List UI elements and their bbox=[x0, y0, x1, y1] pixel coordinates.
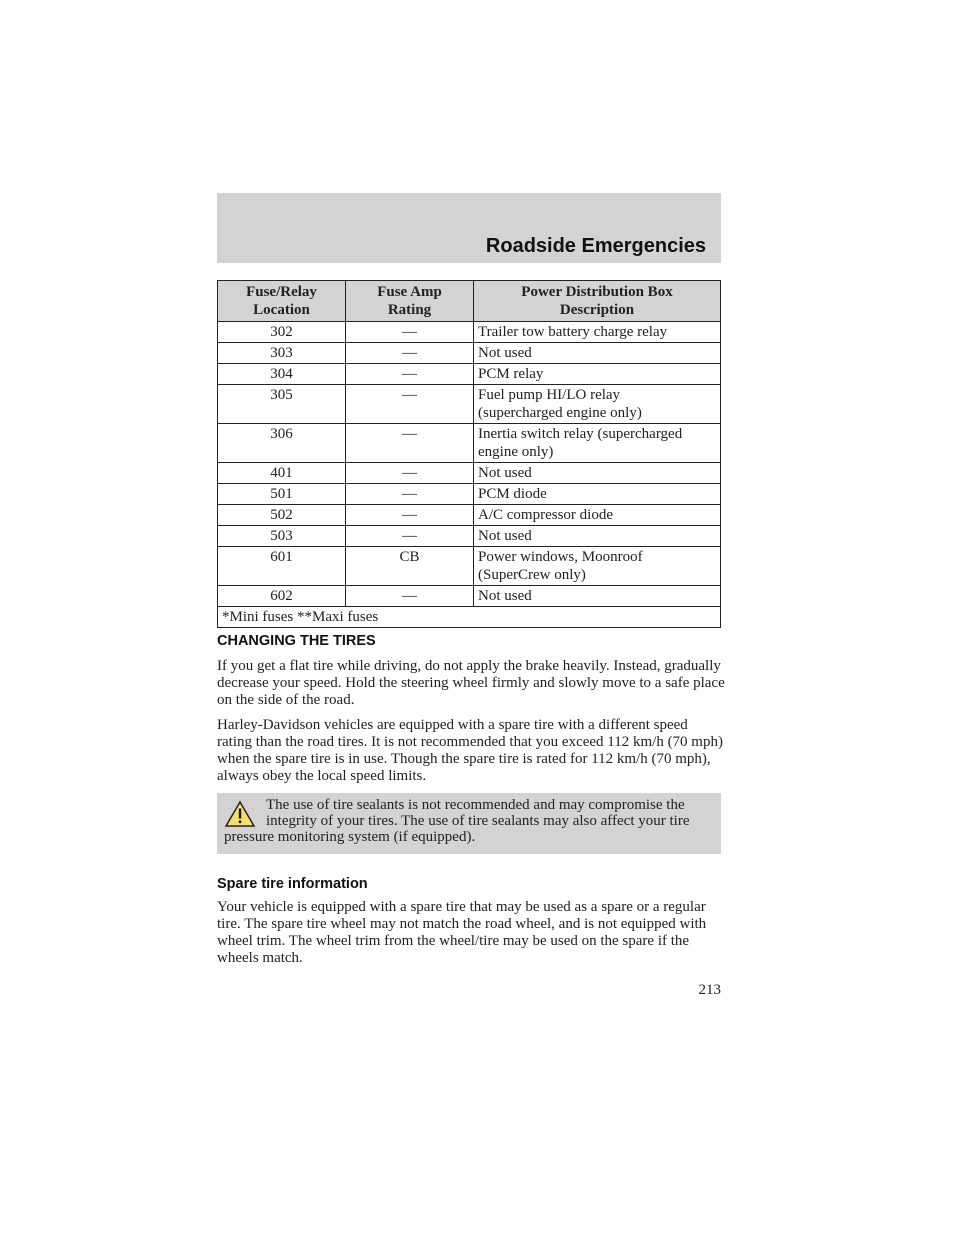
cell-rating: — bbox=[346, 526, 474, 547]
cell-location: 503 bbox=[218, 526, 346, 547]
table-row bbox=[218, 505, 721, 526]
paragraph-spare-speed: Harley-Davidson vehicles are equipped with a spare tire with a different speed rating than the road tires. It is not recommended that you exceed 112 km/h (70 mph) when the spare tire is in use. Though the spare tire is rated for 112 km/h (70 mph), always obey the local speed limits. bbox=[217, 717, 723, 784]
cell-location: 305 bbox=[218, 385, 346, 424]
description-line: (supercharged engine only) bbox=[478, 405, 642, 421]
section-header-band bbox=[217, 193, 721, 263]
cell-rating: — bbox=[346, 586, 474, 607]
description-line: Not used bbox=[478, 528, 532, 544]
cell-rating: — bbox=[346, 505, 474, 526]
description-line: PCM diode bbox=[478, 486, 547, 502]
cell-description bbox=[474, 385, 721, 424]
section-heading-spare-tire: Spare tire information bbox=[217, 876, 368, 892]
table-row bbox=[218, 424, 721, 463]
cell-description bbox=[474, 526, 721, 547]
description-line: PCM relay bbox=[478, 366, 544, 382]
cell-location: 302 bbox=[218, 322, 346, 343]
description-line: Fuel pump HI/LO relay bbox=[478, 387, 621, 403]
description-line: Trailer tow battery charge relay bbox=[478, 324, 668, 340]
description-line: Not used bbox=[478, 588, 532, 604]
description-line: A/C compressor diode bbox=[478, 507, 613, 523]
cell-rating: — bbox=[346, 343, 474, 364]
column-header-location: Fuse/Relay Location bbox=[218, 281, 346, 322]
page-title: Roadside Emergencies bbox=[485, 235, 706, 257]
column-header-description: Power Distribution Box Description bbox=[474, 281, 721, 322]
paragraph-flat-tire: If you get a flat tire while driving, do not apply the brake heavily. Instead, gradually decrease your speed. Hold the steering wheel firmly and slowly move to a safe place on the side of the road. bbox=[217, 658, 725, 708]
paragraph-spare-tire-info: Your vehicle is equipped with a spare tire that may be used as a spare or a regular tire. The spare tire wheel may not match the road wheel, and is not equipped with wheel trim. The wheel trim from the wheel/tire may be used on the spare if the wheels match. bbox=[217, 899, 707, 966]
cell-rating: CB bbox=[346, 547, 474, 586]
cell-location: 303 bbox=[218, 343, 346, 364]
table-row bbox=[218, 343, 721, 364]
cell-description bbox=[474, 343, 721, 364]
table-footnote: *Mini fuses **Maxi fuses bbox=[218, 607, 721, 628]
cell-location: 502 bbox=[218, 505, 346, 526]
cell-location: 601 bbox=[218, 547, 346, 586]
table-footnote-row bbox=[218, 607, 721, 628]
description-line: Inertia switch relay (supercharged bbox=[478, 426, 683, 442]
description-line: Not used bbox=[478, 345, 532, 361]
cell-description bbox=[474, 322, 721, 343]
cell-location: 401 bbox=[218, 463, 346, 484]
section-heading-changing-tires: CHANGING THE TIRES bbox=[217, 633, 376, 649]
table-row bbox=[218, 364, 721, 385]
warning-text: The use of tire sealants is not recommended and may compromise the integrity of your tires. The use of tire sealants may also affect your tire pressure monitoring system (if equipped). bbox=[224, 797, 690, 845]
cell-rating: — bbox=[346, 463, 474, 484]
cell-rating: — bbox=[346, 484, 474, 505]
cell-description bbox=[474, 547, 721, 586]
table-row bbox=[218, 526, 721, 547]
cell-location: 602 bbox=[218, 586, 346, 607]
table-row bbox=[218, 547, 721, 586]
column-header-rating: Fuse Amp Rating bbox=[346, 281, 474, 322]
warning-box bbox=[217, 793, 721, 854]
description-line: Power windows, Moonroof bbox=[478, 549, 643, 565]
cell-location: 501 bbox=[218, 484, 346, 505]
cell-rating: — bbox=[346, 364, 474, 385]
description-line: (SuperCrew only) bbox=[478, 567, 586, 583]
cell-description bbox=[474, 484, 721, 505]
table-header-row bbox=[218, 281, 721, 322]
page-number: 213 bbox=[698, 982, 721, 998]
table-row bbox=[218, 463, 721, 484]
cell-description bbox=[474, 505, 721, 526]
description-line: engine only) bbox=[478, 444, 554, 460]
table-row bbox=[218, 322, 721, 343]
fuse-table bbox=[217, 280, 721, 628]
table-row bbox=[218, 484, 721, 505]
cell-description bbox=[474, 586, 721, 607]
cell-location: 306 bbox=[218, 424, 346, 463]
cell-rating: — bbox=[346, 424, 474, 463]
cell-location: 304 bbox=[218, 364, 346, 385]
cell-description bbox=[474, 463, 721, 484]
cell-rating: — bbox=[346, 322, 474, 343]
cell-rating: — bbox=[346, 385, 474, 424]
table-row bbox=[218, 385, 721, 424]
description-line: Not used bbox=[478, 465, 532, 481]
table-row bbox=[218, 586, 721, 607]
cell-description bbox=[474, 364, 721, 385]
cell-description bbox=[474, 424, 721, 463]
